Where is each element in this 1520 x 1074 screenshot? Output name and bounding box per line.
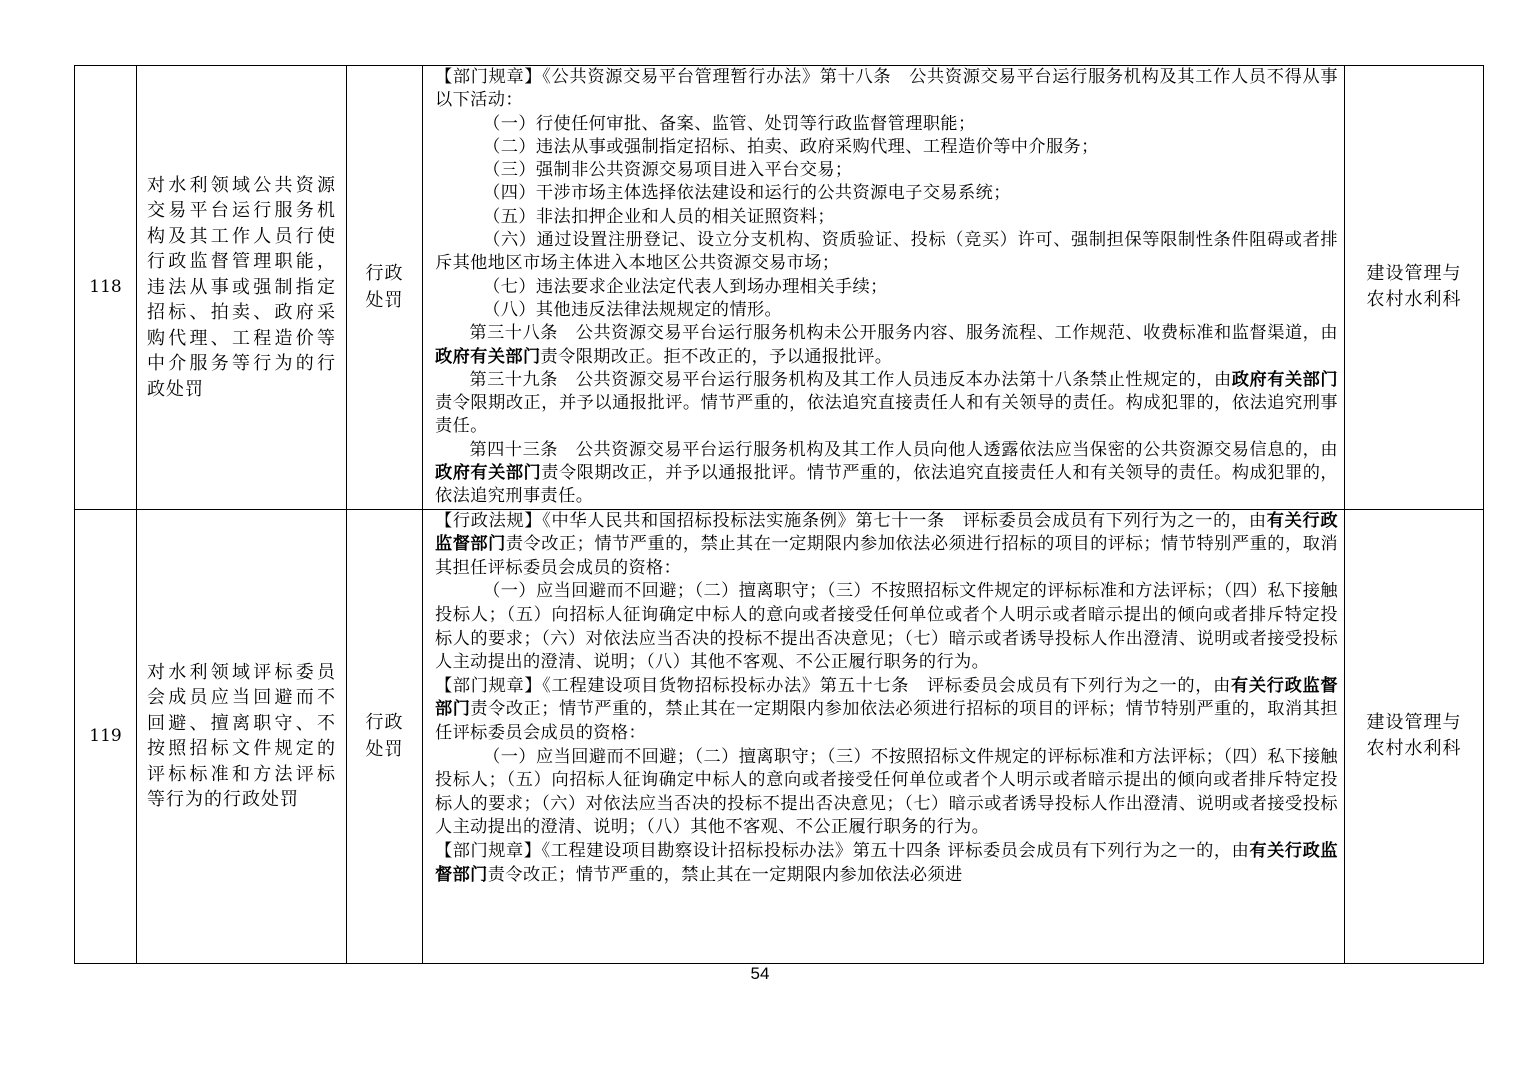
authority-name: 政府有关部门	[1231, 369, 1338, 390]
basis-paragraph	[435, 510, 1338, 581]
basis-text: 【部门规章】《公共资源交易平台管理暂行办法》第十八条 公共资源交易平台运行服务机构及其工作人员不得从事以下活动：	[435, 67, 1338, 111]
basis-text: 责令改正；情节严重的，禁止其在一定期限内参加依法必须进	[487, 864, 963, 885]
penalty-type-text: 行政处罚	[365, 712, 404, 761]
authority-name: 有关行政监督部门	[435, 840, 1338, 885]
item-name: 对水利领域评标委员会成员应当回避而不回避、擅离职守、不按照招标文件规定的评标标准和方法评标等行为的行政处罚	[137, 509, 347, 963]
basis-paragraph	[435, 66, 1338, 113]
basis-paragraph	[435, 182, 1338, 205]
basis-text: （四）干涉市场主体选择依法建设和运行的公共资源电子交易系统；	[483, 183, 1011, 204]
authority-name: 有关行政监督部门	[435, 675, 1339, 720]
penalty-type	[347, 509, 423, 963]
basis-text: 责令限期改正。拒不改正的，予以通报批评。	[540, 346, 893, 367]
responsible-department	[1345, 509, 1484, 963]
basis-paragraph	[435, 159, 1338, 182]
basis-paragraph	[435, 136, 1338, 159]
basis-text: （五）非法扣押企业和人员的相关证照资料；	[483, 206, 835, 227]
basis-paragraph	[435, 369, 1338, 439]
basis-text: （一）行使任何审批、备案、监管、处罚等行政监督管理职能；	[483, 113, 976, 134]
department-text: 建设管理与农村水利科	[1366, 263, 1462, 311]
basis-text: 第三十八条 公共资源交易平台运行服务机构未公开服务内容、服务流程、工作规范、收费标准和监督渠道，由	[469, 323, 1338, 344]
authority-name: 政府有关部门	[435, 346, 541, 367]
row-number: 118	[75, 66, 137, 510]
basis-text: 责令限期改正，并予以通报批评。情节严重的，依法追究直接责任人和有关领导的责任。构成犯罪的，依法追究刑事责任。	[435, 463, 1338, 507]
basis-paragraph	[435, 113, 1338, 136]
basis-text: （一）应当回避而不回避；（二）擅离职守；（三）不按照招标文件规定的评标标准和方法评标；（四）私下接触投标人；（五）向招标人征询确定中标人的意向或者接受任何单位或者个人明示或者暗示提出的倾向或者排斥特定投标人的要求；（六）对依法应当否决的投标不提出否决意见；（七）暗示或者诱导投标人作出澄清、说明或者接受投标人主动提出的澄清、说明；（八）其他不客观、不公正履行职务的行为。	[435, 746, 1338, 838]
basis-paragraph	[435, 276, 1338, 299]
basis-text: （八）其他违反法律法规规定的情形。	[483, 299, 783, 320]
basis-text: 第四十三条 公共资源交易平台运行服务机构及其工作人员向他人透露依法应当保密的公共资源交易信息的，由	[469, 439, 1338, 460]
basis-paragraph	[435, 206, 1338, 229]
basis-paragraph	[435, 439, 1338, 509]
responsible-department	[1345, 66, 1484, 510]
basis-text: （一）应当回避而不回避；（二）擅离职守；（三）不按照招标文件规定的评标标准和方法评标；（四）私下接触投标人；（五）向招标人征询确定中标人的意向或者接受任何单位或者个人明示或者暗示提出的倾向或者排斥特定投标人的要求；（六）对依法应当否决的投标不提出否决意见；（七）暗示或者诱导投标人作出澄清、说明或者接受投标人主动提出的澄清、说明；（八）其他不客观、不公正履行职务的行为。	[435, 581, 1338, 673]
table-row	[75, 66, 1484, 510]
item-name: 对水利领域公共资源交易平台运行服务机构及其工作人员行使行政监督管理职能，违法从事或强制指定招标、拍卖、政府采购代理、工程造价等中介服务等行为的行政处罚	[137, 66, 347, 510]
basis-paragraph	[435, 229, 1338, 276]
penalty-type	[347, 66, 423, 510]
legal-basis	[423, 66, 1345, 510]
basis-text: （二）违法从事或强制指定招标、拍卖、政府采购代理、工程造价等中介服务；	[483, 136, 1099, 157]
basis-text: 【行政法规】《中华人民共和国招标投标法实施条例》第七十一条 评标委员会成员有下列行为之一的，由	[435, 510, 1267, 531]
basis-paragraph	[435, 840, 1338, 887]
table-row	[75, 509, 1484, 963]
basis-text: 责令限期改正，并予以通报批评。情节严重的，依法追究直接责任人和有关领导的责任。构成犯罪的，依法追究刑事责任。	[435, 393, 1338, 437]
basis-text: 【部门规章】《工程建设项目货物招标投标办法》第五十七条 评标委员会成员有下列行为之一的，由	[435, 675, 1232, 696]
basis-paragraph	[435, 675, 1338, 746]
basis-text: 第三十九条 公共资源交易平台运行服务机构及其工作人员违反本办法第十八条禁止性规定的，由	[469, 369, 1232, 390]
basis-paragraph	[435, 299, 1338, 322]
penalty-table	[74, 65, 1484, 964]
page-number: 54	[750, 964, 770, 983]
basis-text: 责令改正；情节严重的，禁止其在一定期限内参加依法必须进行招标的项目的评标；情节特别严重的，取消其担任评标委员会成员的资格：	[435, 699, 1338, 743]
basis-text: （六）通过设置注册登记、设立分支机构、资质验证、投标（竞买）许可、强制担保等限制性条件阻碍或者排斥其他地区市场主体进入本地区公共资源交易市场；	[435, 230, 1338, 274]
row-number: 119	[75, 509, 137, 963]
authority-name: 有关行政监督部门	[435, 510, 1338, 555]
basis-text: （七）违法要求企业法定代表人到场办理相关手续；	[483, 276, 888, 297]
authority-name: 政府有关部门	[435, 463, 542, 484]
basis-text: 责令改正；情节严重的，禁止其在一定期限内参加依法必须进行招标的项目的评标；情节特别严重的，取消其担任评标委员会成员的资格：	[435, 534, 1338, 578]
basis-text: （三）强制非公共资源交易项目进入平台交易；	[483, 160, 853, 181]
department-text: 建设管理与农村水利科	[1366, 712, 1462, 760]
basis-text: 【部门规章】《工程建设项目勘察设计招标投标办法》第五十四条 评标委员会成员有下列行为之一的，由	[435, 840, 1250, 861]
basis-paragraph	[435, 580, 1338, 674]
penalty-type-text: 行政处罚	[365, 263, 404, 312]
basis-paragraph	[435, 322, 1338, 369]
basis-paragraph	[435, 746, 1338, 840]
legal-basis	[423, 509, 1345, 963]
